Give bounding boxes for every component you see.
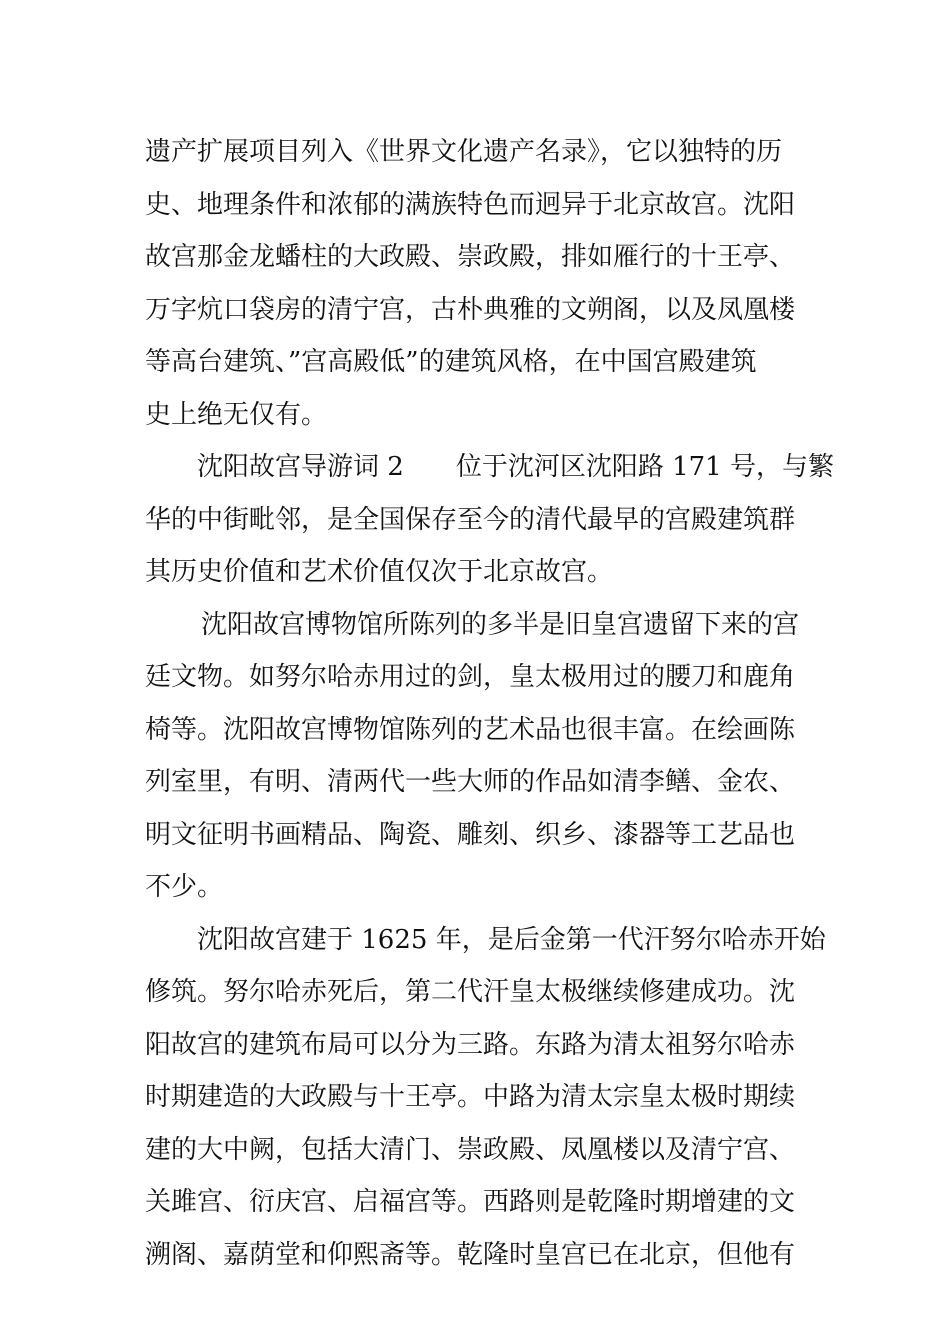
text-line: 修筑。努尔哈赤死后，第二代汗皇太极继续修建成功。沈 [145,977,796,1007]
text-line: 故宫那金龙蟠柱的大政殿、崇政殿，排如雁行的十王亭、 [145,242,796,272]
text-line: 沈阳故宫博物馆所陈列的多半是旧皇宫遗留下来的宫 [201,609,800,640]
paragraph-2 [145,441,834,599]
text-line: 其历史价值和艺术价值仅次于北京故宫。 [145,557,614,587]
section-heading: 沈阳故宫导游词 2 [197,452,404,482]
paragraph-4 [145,914,826,1282]
paragraph-3 [145,599,807,914]
text-line: 关雎宫、衍庆宫、启福宫等。西路则是乾隆时期增建的文 [145,1187,796,1217]
text-line: 沈阳故宫建于 1625 年，是后金第一代汗努尔哈赤开始 [197,924,826,955]
document-body [145,126,834,1281]
text-line: 遗产扩展项目列入《世界文化遗产名录》，它以独特的历 [145,137,783,167]
text-line: 万字炕口袋房的清宁宫，古朴典雅的文朔阁，以及凤凰楼 [145,294,796,325]
text-line: 史上绝无仅有。 [145,399,328,430]
text-line: 时期建造的大政殿与十王亭。中路为清太宗皇太极时期续 [145,1082,796,1112]
text-line: 史、地理条件和浓郁的满族特色而迥异于北京故宫。沈阳 [145,189,796,220]
text-line: 华的中街毗邻，是全国保存至今的清代最早的宫殿建筑群 [145,504,796,535]
text-line: 阳故宫的建筑布局可以分为三路。东路为清太祖努尔哈赤 [145,1029,796,1060]
text-line: 等高台建筑、”宫高殿低”的建筑风格，在中国宫殿建筑 [145,347,757,377]
text-line: 明文征明书画精品、陶瓷、雕刻、织乡、漆器等工艺品也 [145,819,796,850]
text-line-content: 位于沈河区沈阳路 171 号，与繁 [455,452,834,482]
text-line: 建的大中阙，包括大清门、崇政殿、凤凰楼以及清宁宫、 [145,1134,796,1165]
text-line: 不少。 [145,872,224,902]
text-line [145,441,834,494]
text-line: 列室里，有明、清两代一些大师的作品如清李鳝、金农、 [145,767,796,797]
text-line: 廷文物。如努尔哈赤用过的剑，皇太极用过的腰刀和鹿角 [145,662,796,692]
paragraph-1 [145,126,807,441]
text-line: 椅等。沈阳故宫博物馆陈列的艺术品也很丰富。在绘画陈 [145,714,796,745]
text-line: 溯阁、嘉荫堂和仰熙斋等。乾隆时皇宫已在北京，但他有 [145,1239,796,1270]
